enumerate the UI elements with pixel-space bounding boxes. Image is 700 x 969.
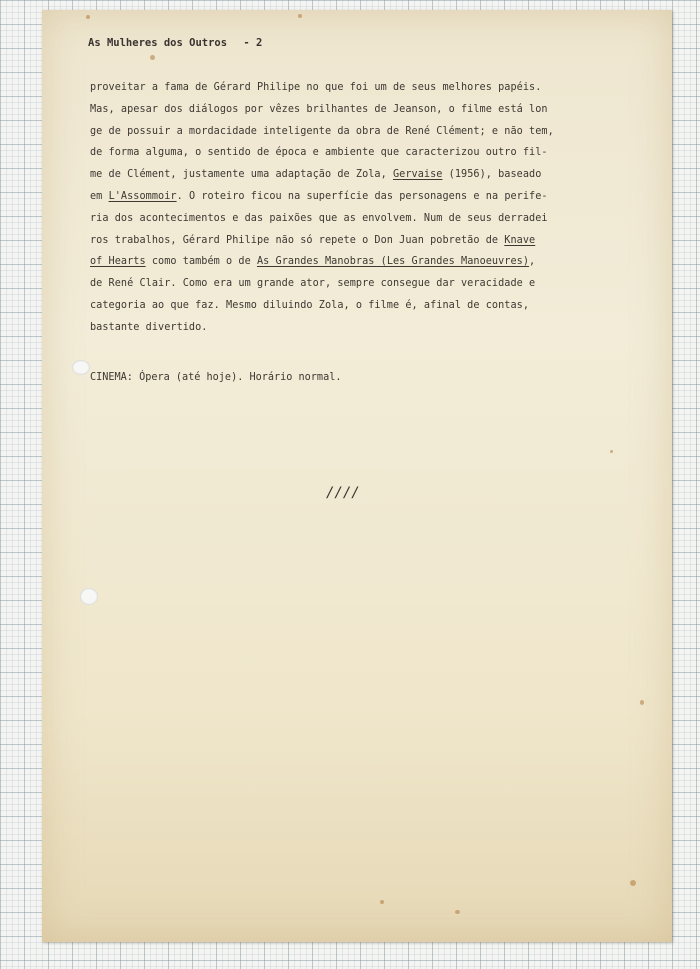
text-line: proveitar a fama de Gérard Philipe no que foi um de seus melhores papéis.	[90, 82, 542, 93]
rust-stain	[86, 15, 90, 19]
punch-hole	[72, 360, 90, 375]
rust-stain	[150, 55, 155, 60]
cinema-note: CINEMA: Ópera (até hoje). Horário normal.	[90, 372, 342, 383]
rust-stain	[630, 880, 636, 886]
text-line: of Hearts como também o de As Grandes Manobras (Les Grandes Manoeuvres),	[90, 256, 536, 268]
text-line: Mas, apesar dos diálogos por vêzes brilhantes de Jeanson, o filme está lon	[90, 103, 548, 115]
body-paragraph	[90, 77, 630, 339]
text-line: ge de possuir a mordacidade inteligente da obra de René Clément; e não tem,	[90, 125, 554, 137]
text-line: me de Clément, justamente uma adaptação de Zola, Gervaise (1956), baseado	[90, 169, 542, 181]
rust-stain	[610, 450, 613, 453]
punch-hole	[80, 588, 98, 605]
page-header	[88, 37, 262, 49]
text-line: de René Clair. Como era um grande ator, sempre consegue dar veracidade e	[90, 278, 536, 290]
text-line: categoria ao que faz. Mesmo diluindo Zola, o filme é, afinal de contas,	[90, 299, 530, 311]
rust-stain	[380, 900, 384, 904]
rust-stain	[640, 700, 644, 705]
underlined-title: As Grandes Manobras (Les Grandes Manoeuvres)	[256, 256, 530, 268]
text-line: de forma alguma, o sentido de época e ambiente que caracterizou outro fil-	[90, 147, 548, 159]
rust-stain	[298, 14, 302, 18]
underlined-title: L'Assommoir	[108, 190, 177, 202]
text-line: ria dos acontecimentos e das paixões que as envolvem. Num de seus derradei	[90, 212, 548, 224]
underlined-title: of Hearts	[90, 256, 146, 268]
rust-stain	[455, 910, 460, 914]
underlined-title: Knave	[504, 234, 536, 246]
text-line: bastante divertido.	[90, 321, 208, 333]
text-line: ros trabalhos, Gérard Philipe não só repete o Don Juan pobretão de Knave	[90, 234, 536, 246]
underlined-title: Gervaise	[393, 169, 443, 181]
document-title: As Mulheres dos Outros	[88, 37, 228, 49]
end-marks: ////	[326, 485, 360, 501]
page-number: - 2	[243, 37, 263, 49]
text-line: em L'Assommoir. O roteiro ficou na superfície das personagens e na perife-	[90, 190, 548, 202]
